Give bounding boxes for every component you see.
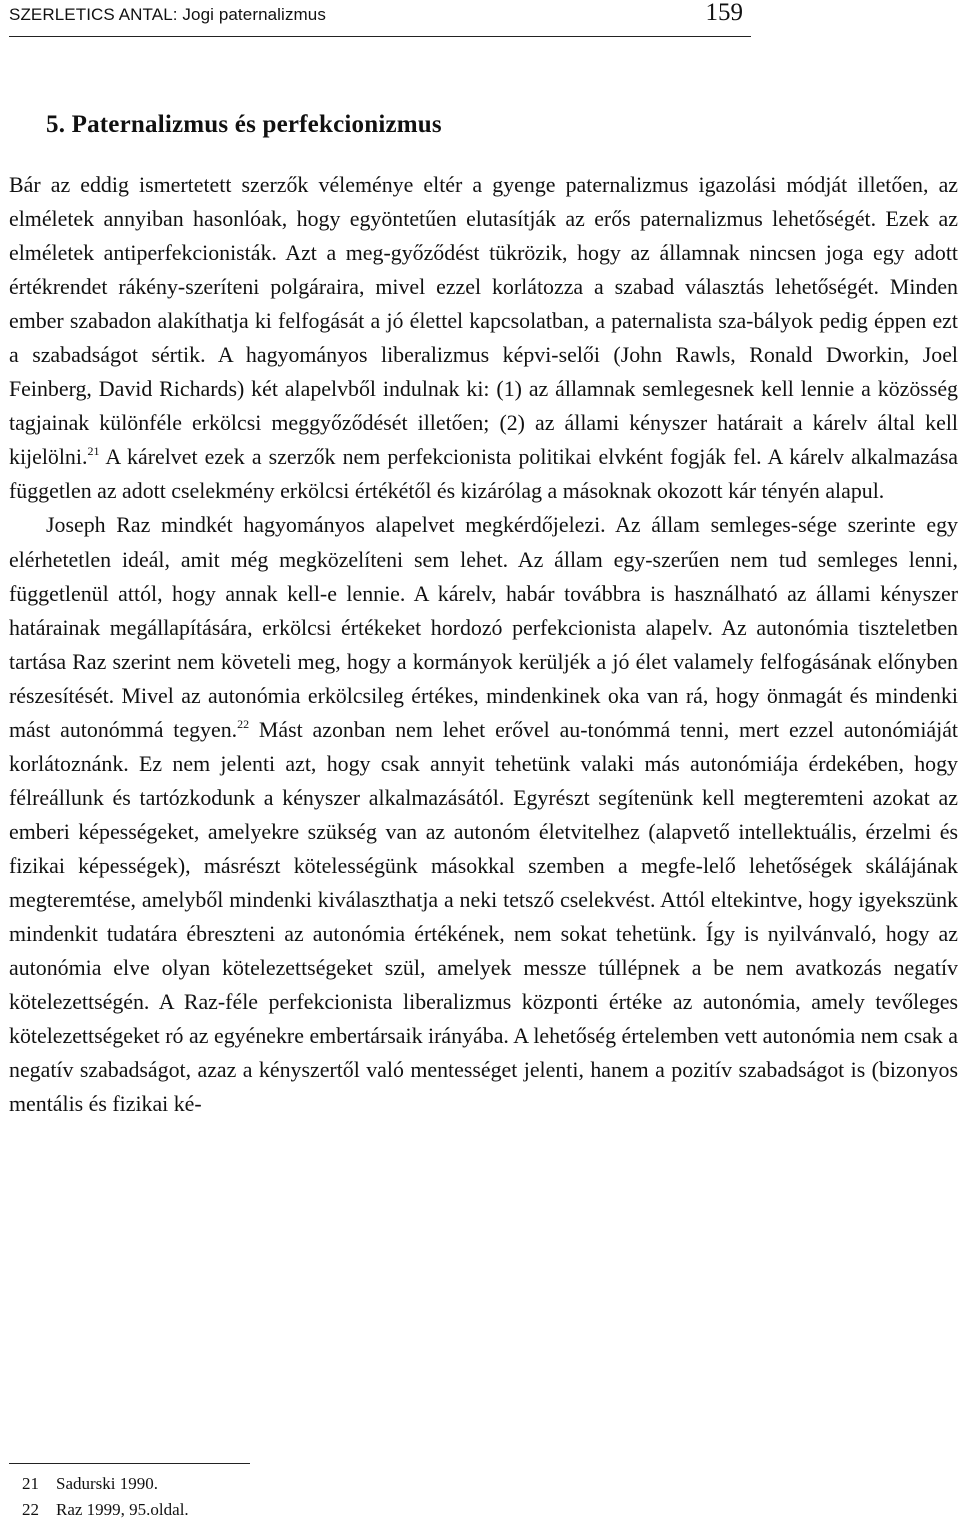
paragraph-2-text-a: Joseph Raz mindkét hagyományos alapelvet megkérdőjelezi. Az állam semleges-sége szerinte egy elérhetetlen ideál, amit még megközelíteni sem lehet. Az állam egy-szerűen nem tud semleges lenni, függetlenül attól, hogy annak kell-e lennie. A kárelv, habár továbbra is használható az állami kényszer határainak megállapítására, erkölcsi értékeket hordozó perfekcionista alapelv. Az autonómia tiszteletben tartása Raz szerint nem követeli meg, hogy a kormányok kerüljék a jó élet valamely felfogásának előnyben részesítését. Mivel az autonómia erkölcsileg értékes, mindenkinek oka van rá, hogy önmagát és mindenki mást autonómmá tegyen. xyxy=(9,512,958,742)
paragraph-1-text-b: A kárelvet ezek a szerzők nem perfekcionista politikai elvként fogják fel. A kárelv alkalmazása független az adott cselekmény erkölcsi értékétől és kizárólag a másoknak okozott kár tényén alapul. xyxy=(9,444,958,504)
running-head-title: SZERLETICS ANTAL: Jogi paternalizmus xyxy=(9,5,326,24)
footnote-22 xyxy=(22,1497,189,1523)
paragraph-1-text-a: Bár az eddig ismertetett szerzők véleménye eltér a gyenge paternalizmus igazolási módját illetően, az elméletek annyiban hasonlóak, hogy egyöntetűen elutasítják az erős paternalizmus lehetőségét. Ezek az elméletek antiperfekcionisták. Azt a meg-győződést tükrözik, hogy az államnak nincsen joga egy adott értékrendet rákény-szeríteni polgáraira, mivel ezzel korlátozza a szabad választás lehetőségét. Minden ember szabadon alakíthatja ki felfogását a jó élettel kapcsolatban, a paternalista sza-bályok pedig éppen ezt a szabadságot sértik. A hagyományos liberalizmus képvi-selői (John Rawls, Ronald Dworkin, Joel Feinberg, David Richards) két alapelvből indulnak ki: (1) az államnak semlegesnek kell lennie a közösség tagjainak különféle erkölcsi meggyőződését illetően; (2) az állami kényszer határait a kárelv által kell kijelölni. xyxy=(9,172,958,470)
footnote-separator xyxy=(9,1463,250,1464)
running-head xyxy=(9,0,751,37)
footnote-number: 21 xyxy=(22,1474,39,1493)
body-text xyxy=(9,168,958,1121)
footnote-text: Raz 1999, 95.oldal. xyxy=(56,1500,189,1519)
paragraph-2 xyxy=(9,508,958,1121)
footnote-ref-21: 21 xyxy=(87,444,100,459)
footnote-21 xyxy=(22,1471,189,1497)
footnote-number: 22 xyxy=(22,1500,39,1519)
paragraph-1 xyxy=(9,168,958,508)
paragraph-2-text-b: Mást azonban nem lehet erővel au-tonómmá tenni, mert ezzel autonómiáját korlátoznánk. Ez nem jelenti azt, hogy csak annyit tehetünk valaki más autonómiája érdekében, hogy félreállunk és tartózkodunk a kényszer alkalmazásától. Egyrészt segítenünk kell megteremteni azokat az emberi képességeket, amelyekre szükség van az autonóm életvitelhez (alapvető intellektuális, érzelmi és fizikai képességek), másrészt kötelességünk másokkal szemben a megfe-lelő lehetőségek skálájának megteremtése, amelyből mindenki kiválaszthatja a neki tetsző cselekvést. Attól eltekintve, hogy igyekszünk mindenkit tudatára ébreszteni az autonómia értékének, nem sokat tehetünk. Így is nyilvánvaló, hogy az autonómia elve olyan kötelezettségeket szül, amelyek messze túllépnek a be nem avatkozás negatív kötelezettségén. A Raz-féle perfekcionista liberalizmus központi értéke az autonómia, amely tevőleges kötelezettségeket ró az egyénekre embertársaik irányába. A lehetőség értelemben vett autonómia nem csak a negatív szabadságot, azaz a kényszertől való mentességet jelenti, hanem a pozitív szabadságot is (bizonyos mentális és fizikai ké- xyxy=(9,716,958,1117)
page-number: 159 xyxy=(705,0,743,26)
footnotes xyxy=(22,1471,189,1523)
footnote-ref-22: 22 xyxy=(237,716,250,731)
section-heading: 5. Paternalizmus és perfekcionizmus xyxy=(46,111,442,138)
footnote-text: Sadurski 1990. xyxy=(56,1474,158,1493)
